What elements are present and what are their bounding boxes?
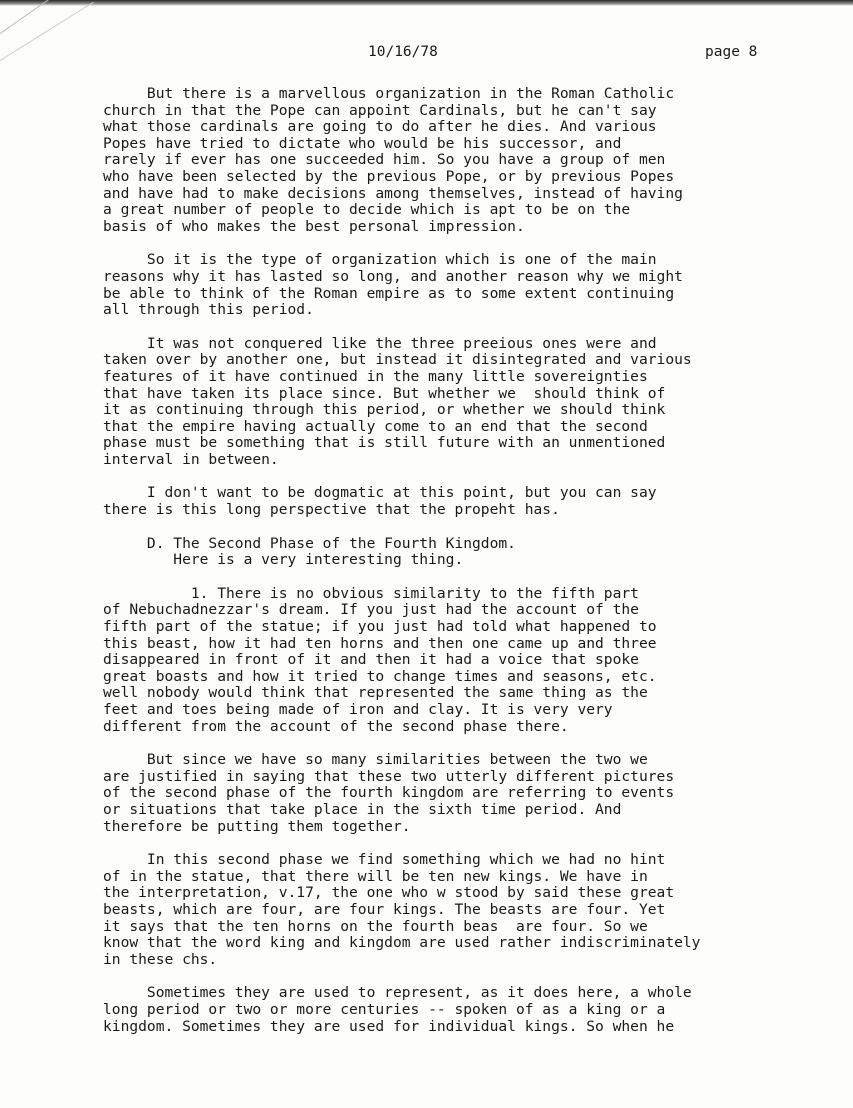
text-line: 1. There is no obvious similarity to the fifth part [103, 584, 639, 602]
text-line: in these chs. [103, 950, 218, 968]
text-line: In this second phase we find something which we had no hint [103, 851, 666, 869]
text-line: long period or two or more centuries -- spoken of as a king or a [103, 1000, 666, 1018]
text-line: feet and toes being made of iron and clay. It is very very [103, 701, 613, 718]
text-line: this beast, how it had ten horns and then one came up and three [103, 634, 657, 652]
text-line: therefore be putting them together. [103, 817, 411, 835]
paragraph [103, 586, 803, 735]
text-line: what those cardinals are going to do after he dies. And various [103, 118, 657, 136]
text-line: features of it have continued in the many little sovereignties [103, 367, 648, 385]
text-line: the interpretation, v.17, the one who w stood by said these great [103, 884, 675, 902]
text-line: of in the statue, that there will be ten new kings. We have in [103, 867, 648, 885]
text-line: But there is a marvellous organization in the Roman Catholic [103, 85, 675, 102]
text-line: are justified in saying that these two utterly different pictures [103, 767, 675, 785]
text-line: or situations that take place in the sixth time period. And [103, 800, 622, 818]
paragraph [103, 536, 803, 569]
text-line: who have been selected by the previous Pope, or by previous Popes [103, 167, 675, 185]
text-line: that have taken its place since. But whether we should think of [103, 384, 666, 402]
paragraph [103, 752, 803, 835]
paragraph [103, 86, 803, 235]
paragraph [103, 252, 803, 318]
text-line: different from the account of the second phase there. [103, 717, 569, 735]
paragraph [103, 485, 803, 518]
text-line: D. The Second Phase of the Fourth Kingdom. [103, 534, 516, 552]
text-line: great boasts and how it tried to change times and seasons, etc. [103, 667, 657, 685]
text-line: that the empire having actually come to an end that the second [103, 417, 648, 435]
text-line: It was not conquered like the three preeious ones were and [103, 334, 657, 352]
text-line: know that the word king and kingdom are used rather indiscriminately [103, 934, 701, 952]
page-number: page 8 [705, 44, 758, 60]
text-line: I don't want to be dogmatic at this point, but you can say [103, 484, 657, 502]
text-line: basis of who makes the best personal impression. [103, 217, 525, 235]
text-line: of Nebuchadnezzar's dream. If you just had the account of the [103, 601, 639, 619]
text-line: Popes have tried to dictate who would be his successor, and [103, 134, 622, 152]
text-line: interval in between. [103, 450, 279, 468]
text-line: it as continuing through this period, or whether we should think [103, 401, 666, 419]
paper-crease [0, 0, 97, 41]
text-line: phase must be something that is still future with an unmentioned [103, 434, 666, 452]
text-line: well nobody would think that represented the same thing as the [103, 684, 648, 702]
text-line: fifth part of the statue; if you just had told what happened to [103, 618, 657, 636]
text-line: it says that the ten horns on the fourth beas are four. So we [103, 917, 648, 935]
text-line: taken over by another one, but instead it disintegrated and various [103, 351, 692, 369]
text-line: rarely if ever has one succeeded him. So you have a group of men [103, 151, 666, 169]
text-line: church in that the Pope can appoint Cardinals, but he can't say [103, 101, 657, 119]
text-line: So it is the type of organization which is one of the main [103, 251, 657, 269]
document-body [103, 86, 803, 1052]
paragraph [103, 852, 803, 968]
text-line: a great number of people to decide which is apt to be on the [103, 201, 631, 219]
text-line: of the second phase of the fourth kingdom are referring to events [103, 784, 675, 802]
paragraph [103, 336, 803, 469]
text-line: reasons why it has lasted so long, and another reason why we might [103, 267, 683, 285]
text-line: Here is a very interesting thing. [103, 551, 464, 569]
paragraph [103, 985, 803, 1035]
text-line: Sometimes they are used to represent, as it does here, a whole [103, 984, 692, 1002]
text-line: beasts, which are four, are four kings. The beasts are four. Yet [103, 900, 666, 918]
paper-crease [0, 2, 94, 61]
text-line: disappeared in front of it and then it had a voice that spoke [103, 651, 639, 669]
text-line: kingdom. Sometimes they are used for individual kings. So when he [103, 1017, 675, 1035]
text-line: But since we have so many similarities between the two we [103, 751, 648, 769]
text-line: all through this period. [103, 301, 314, 319]
document-date: 10/16/78 [368, 44, 438, 60]
page-top-edge [0, 0, 853, 6]
text-line: be able to think of the Roman empire as to some extent continuing [103, 284, 675, 302]
text-line: and have had to make decisions among themselves, instead of having [103, 184, 683, 202]
text-line: there is this long perspective that the propeht has. [103, 501, 560, 519]
